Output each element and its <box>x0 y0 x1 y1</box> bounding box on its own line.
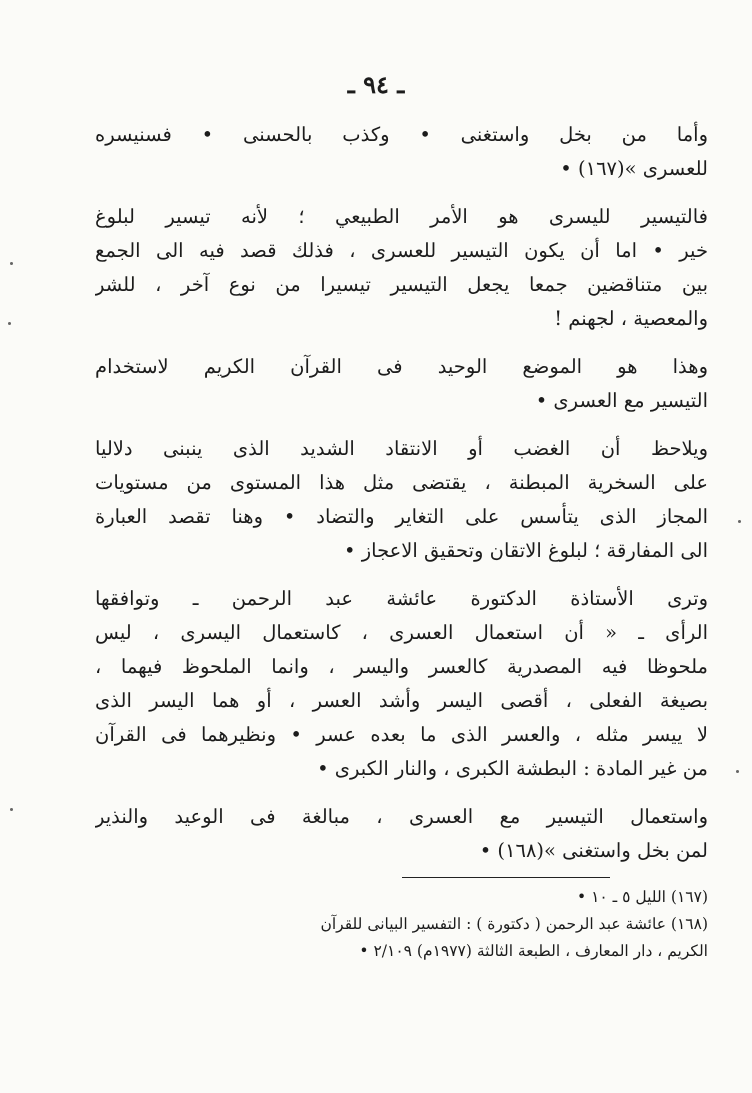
text-line: واستعمال التيسير مع العسرى ، مبالغة فى الوعيد والنذير <box>95 805 708 828</box>
footnote-167: (١٦٧) الليل ٥ ـ ١٠ • <box>577 888 708 906</box>
text-line: ويلاحظ أن الغضب أو الانتقاد الشديد الذى ينبنى دلاليا <box>95 437 708 460</box>
paragraph-3 <box>95 350 708 418</box>
footnote-168: (١٦٨) عائشة عبد الرحمن ( دكتورة ) : التفسير البيانى للقرآن <box>320 915 708 933</box>
text-line: وأما من بخل واستغنى • وكذب بالحسنى • فسنيسره <box>95 123 708 146</box>
page-number: ـ ٩٤ ـ <box>347 70 405 99</box>
text-line: وترى الأستاذة الدكتورة عائشة عبد الرحمن ـ وتوافقها <box>95 587 708 610</box>
scan-speck <box>736 770 739 773</box>
paragraph-2 <box>95 200 708 336</box>
scan-speck <box>10 262 13 265</box>
text-line: ملحوظا فيه المصدرية كالعسر واليسر ، وانما الملحوظ فيهما ، <box>95 655 708 678</box>
footnotes <box>200 884 708 965</box>
text-line: التيسير مع العسرى • <box>535 389 708 412</box>
body-text <box>95 118 708 882</box>
paragraph-5 <box>95 582 708 786</box>
text-line: الى المفارقة ؛ لبلوغ الاتقان وتحقيق الاعجاز • <box>344 539 708 562</box>
paragraph-4 <box>95 432 708 568</box>
text-line: بصيغة الفعلى ، أقصى اليسر وأشد العسر ، أو هما اليسر الذى <box>95 689 708 712</box>
scan-speck <box>8 322 11 325</box>
paragraph-1 <box>95 118 708 186</box>
paragraph-6 <box>95 800 708 868</box>
footnote-168-continued: الكريم ، دار المعارف ، الطبعة الثالثة (١٩٧٧م) ٢/١٠٩ • <box>359 942 708 960</box>
footnote-divider <box>402 877 610 878</box>
text-line: خير • اما أن يكون التيسير للعسرى ، فذلك قصد فيه الى الجمع <box>95 239 708 262</box>
text-line: من غير المادة : البطشة الكبرى ، والنار الكبرى • <box>317 757 708 780</box>
text-line: للعسرى »(١٦٧) • <box>560 157 708 180</box>
text-line: والمعصية ، لجهنم ! <box>554 307 708 330</box>
text-line: لا ييسر مثله ، والعسر الذى ما بعده عسر • ونظيرهما فى القرآن <box>95 723 708 746</box>
text-line: على السخرية المبطنة ، يقتضى مثل هذا المستوى من مستويات <box>95 471 708 494</box>
text-line: بين متناقضين جمعا يجعل التيسير تيسيرا من نوع آخر ، للشر <box>95 273 708 296</box>
text-line: لمن بخل واستغنى »(١٦٨) • <box>479 839 708 862</box>
text-line: الرأى ـ « أن استعمال العسرى ، كاستعمال اليسرى ، ليس <box>95 621 708 644</box>
scan-speck <box>10 808 13 811</box>
text-line: وهذا هو الموضع الوحيد فى القرآن الكريم لاستخدام <box>95 355 708 378</box>
scan-speck <box>738 520 741 523</box>
text-line: المجاز الذى يتأسس على التغاير والتضاد • وهنا تقصد العبارة <box>95 505 708 528</box>
text-line: فالتيسير لليسرى هو الأمر الطبيعي ؛ لأنه تيسير لبلوغ <box>95 205 708 228</box>
